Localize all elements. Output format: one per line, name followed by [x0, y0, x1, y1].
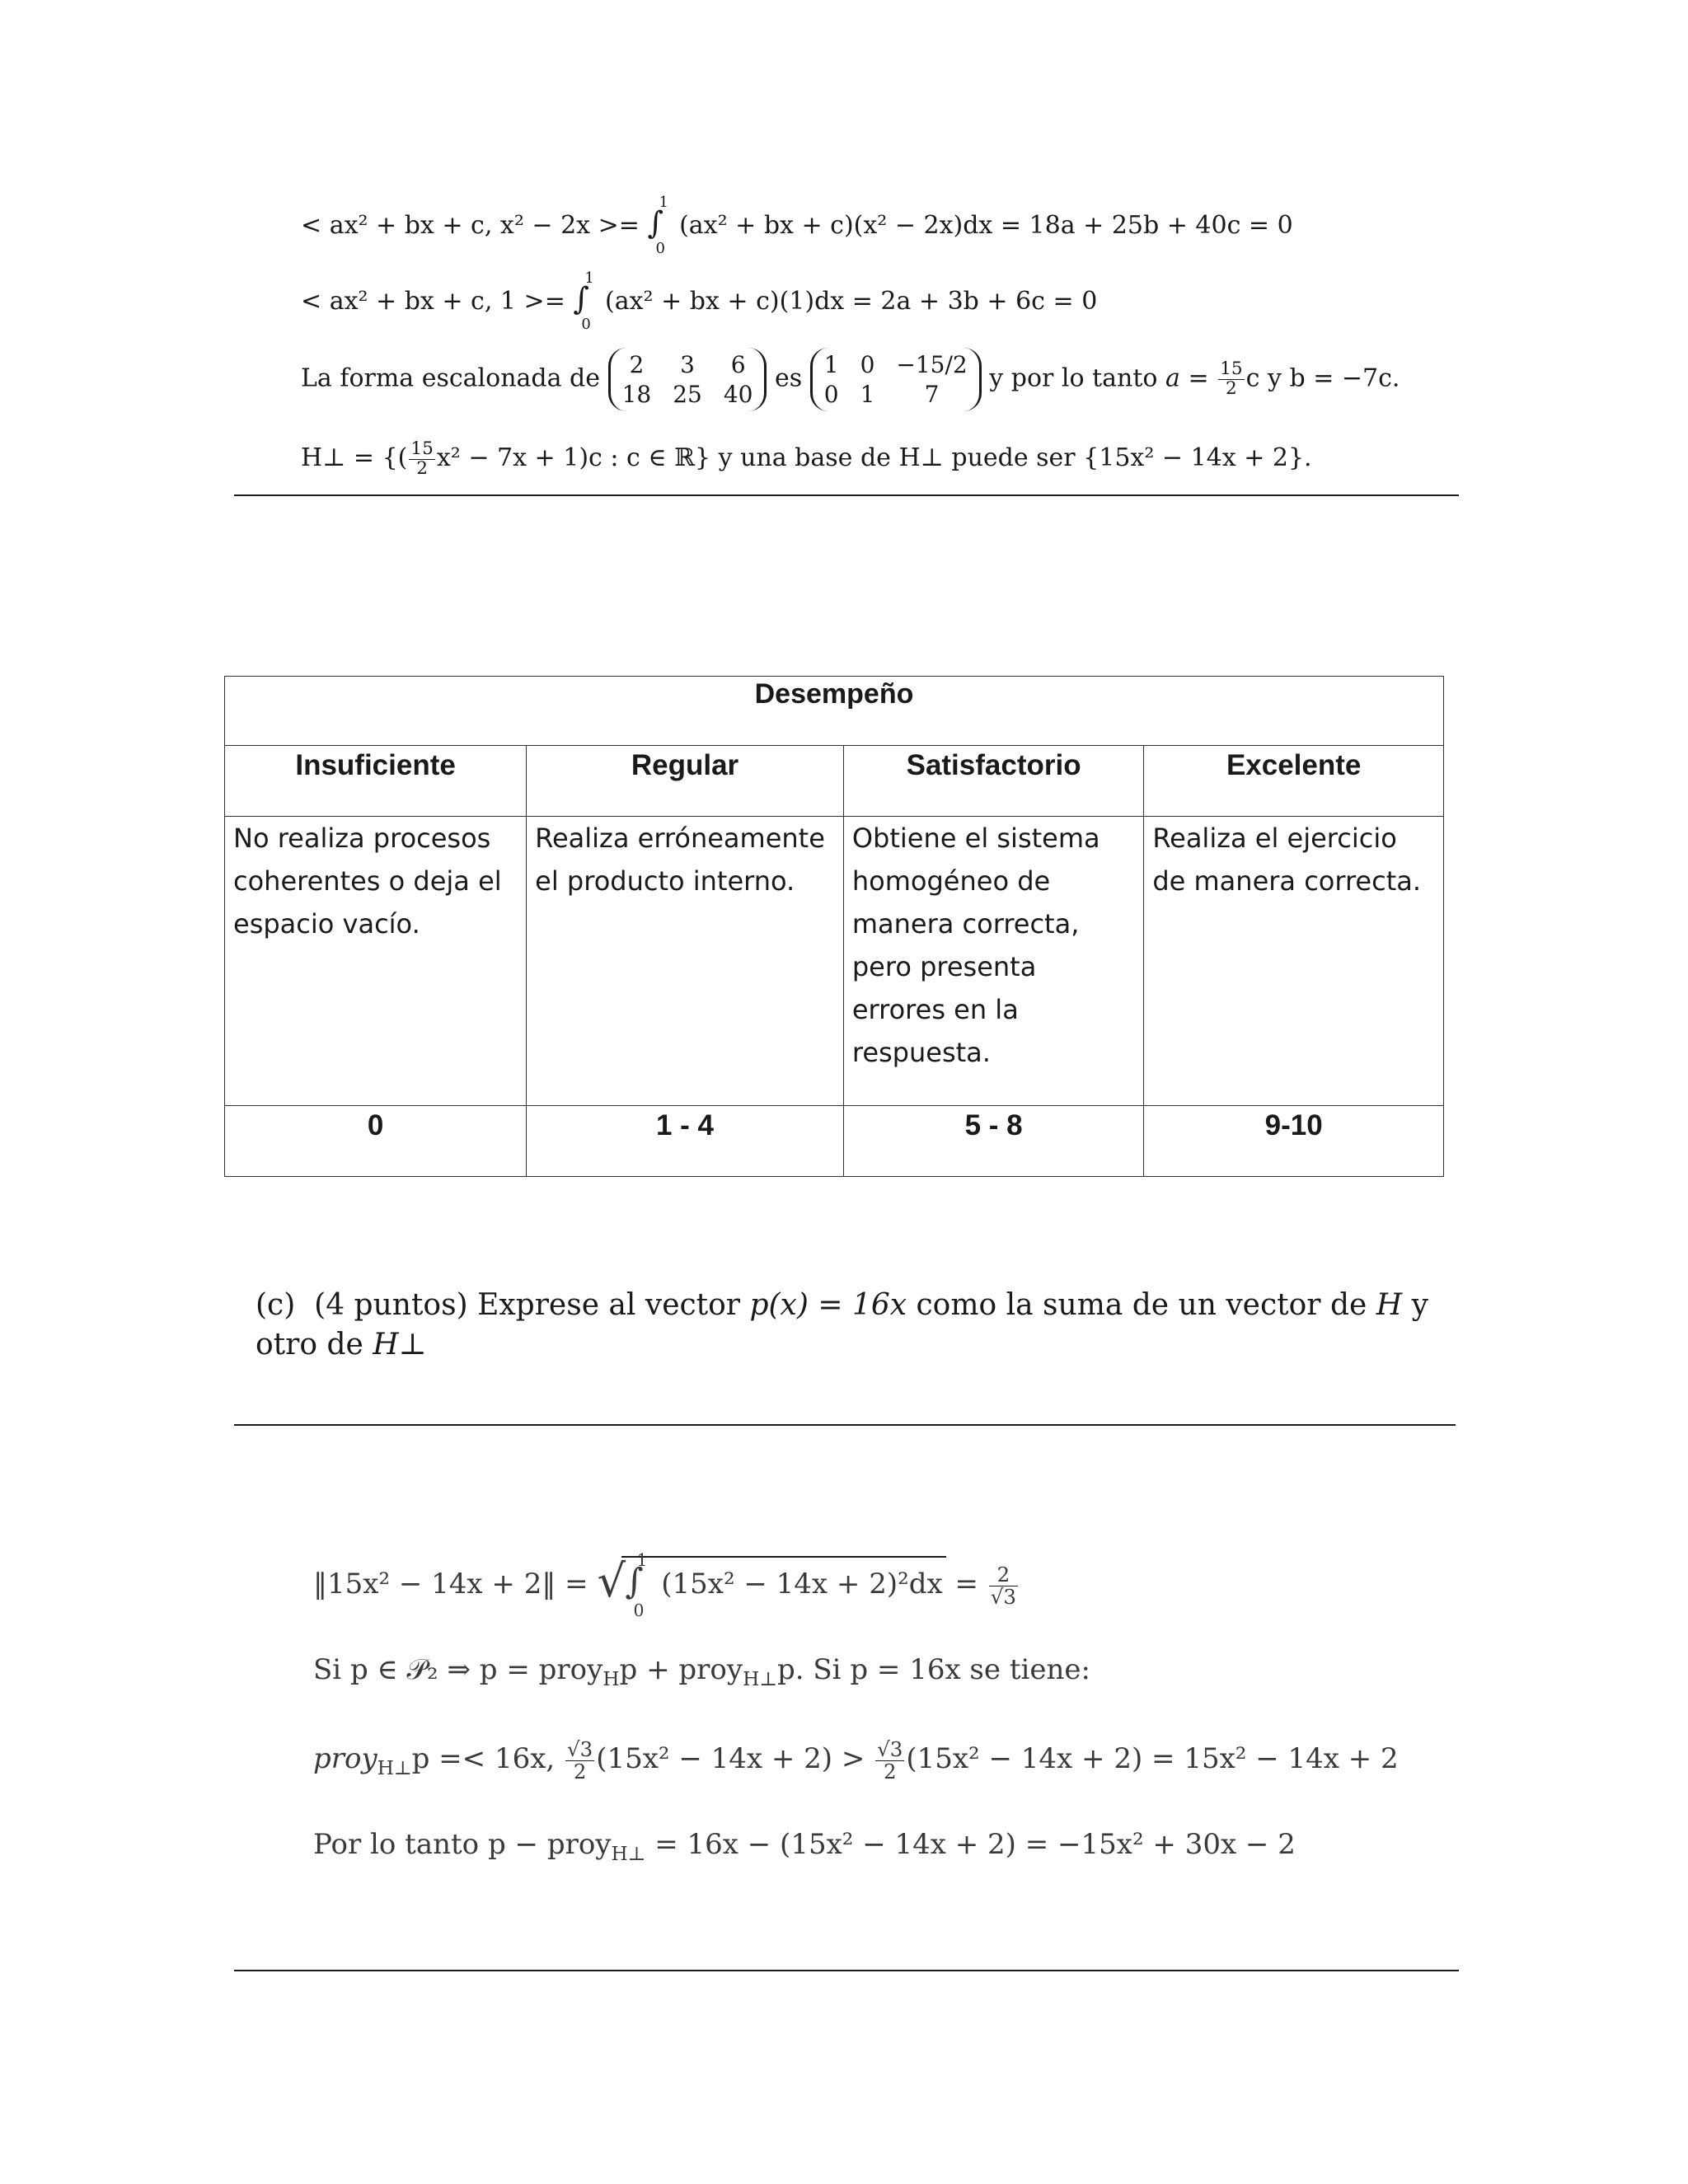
level-excelente: Excelente — [1144, 746, 1444, 817]
projection-decomposition: Si p ∈ 𝒫₂ ⇒ p = proy$_H$p + proy$_{H\perp}$p. Si p = 16x se tiene: — [313, 1653, 1090, 1690]
rubric-header: Desempeño — [225, 677, 1444, 746]
projection-computation: proy$_{H\perp}$p =< 16x, $\frac{√3}{2}$ (15x² − 14x + 2) > $\frac{√3}{2}$ (15x² − 14x + 2) = 15x² − 14x + 2 — [313, 1737, 1399, 1783]
level-satisfactorio: Satisfactorio — [843, 746, 1143, 817]
question-c: (c) (4 puntos) Exprese al vector p(x) = 16x como la suma de un vector de H y otro de H⊥ — [256, 1288, 1428, 1361]
divider-top — [234, 494, 1459, 496]
orthogonal-complement-line: H⊥ = {( $\frac{15}{2}$ x² − 7x + 1)c : c ∈ ℝ} y una base de H⊥ puede ser {15x² − 14x + 2}. — [301, 438, 1312, 479]
divider-bottom — [234, 1970, 1459, 1971]
norm-equation: ‖15x² − 14x + 2‖ = √ ∫ 1 0 (15x² − 14x + 2)²dx = $\frac{2}{√3}$ — [313, 1550, 1016, 1620]
echelon-form-line: La forma escalonada de 2 3 6 18 25 40 es 1 0 −15/2 0 1 7 y por lo tanto a = $\frac{15}{2}$ c y b = −7c. — [301, 348, 1400, 411]
level-insuficiente: Insuficiente — [225, 746, 527, 817]
rubric-table — [224, 676, 1444, 1177]
coefficient-matrix: 2 3 6 18 25 40 — [608, 348, 767, 411]
desc-excelente: Realiza el ejercicio de manera correcta. — [1144, 817, 1444, 1106]
inner-product-eq-1: < ax² + bx + c, x² − 2x >= ∫ 1 0 (ax² + bx + c)(x² − 2x)dx = 18a + 25b + 40c = 0 — [301, 194, 1293, 257]
inner-product-eq-2: < ax² + bx + c, 1 >= ∫ 1 0 (ax² + bx + c)(1)dx = 2a + 3b + 6c = 0 — [301, 269, 1098, 333]
desc-satisfactorio: Obtiene el sistema homogéneo de manera correcta, pero presenta errores en la respuesta. — [843, 817, 1143, 1106]
divider-middle — [234, 1424, 1456, 1426]
question-label: (c) — [256, 1288, 296, 1322]
score-insuficiente: 0 — [225, 1106, 527, 1177]
score-excelente: 9-10 — [1144, 1106, 1444, 1177]
final-result: Por lo tanto p − proy$_{H\perp}$ = 16x − (15x² − 14x + 2) = −15x² + 30x − 2 — [313, 1828, 1296, 1865]
score-regular: 1 - 4 — [527, 1106, 844, 1177]
echelon-matrix: 1 0 −15/2 0 1 7 — [810, 348, 982, 411]
question-points: (4 puntos) — [314, 1288, 468, 1322]
desc-regular: Realiza erróneamente el producto interno. — [527, 817, 844, 1106]
level-regular: Regular — [527, 746, 844, 817]
score-satisfactorio: 5 - 8 — [843, 1106, 1143, 1177]
desc-insuficiente: No realiza procesos coherentes o deja el espacio vacío. — [225, 817, 527, 1106]
